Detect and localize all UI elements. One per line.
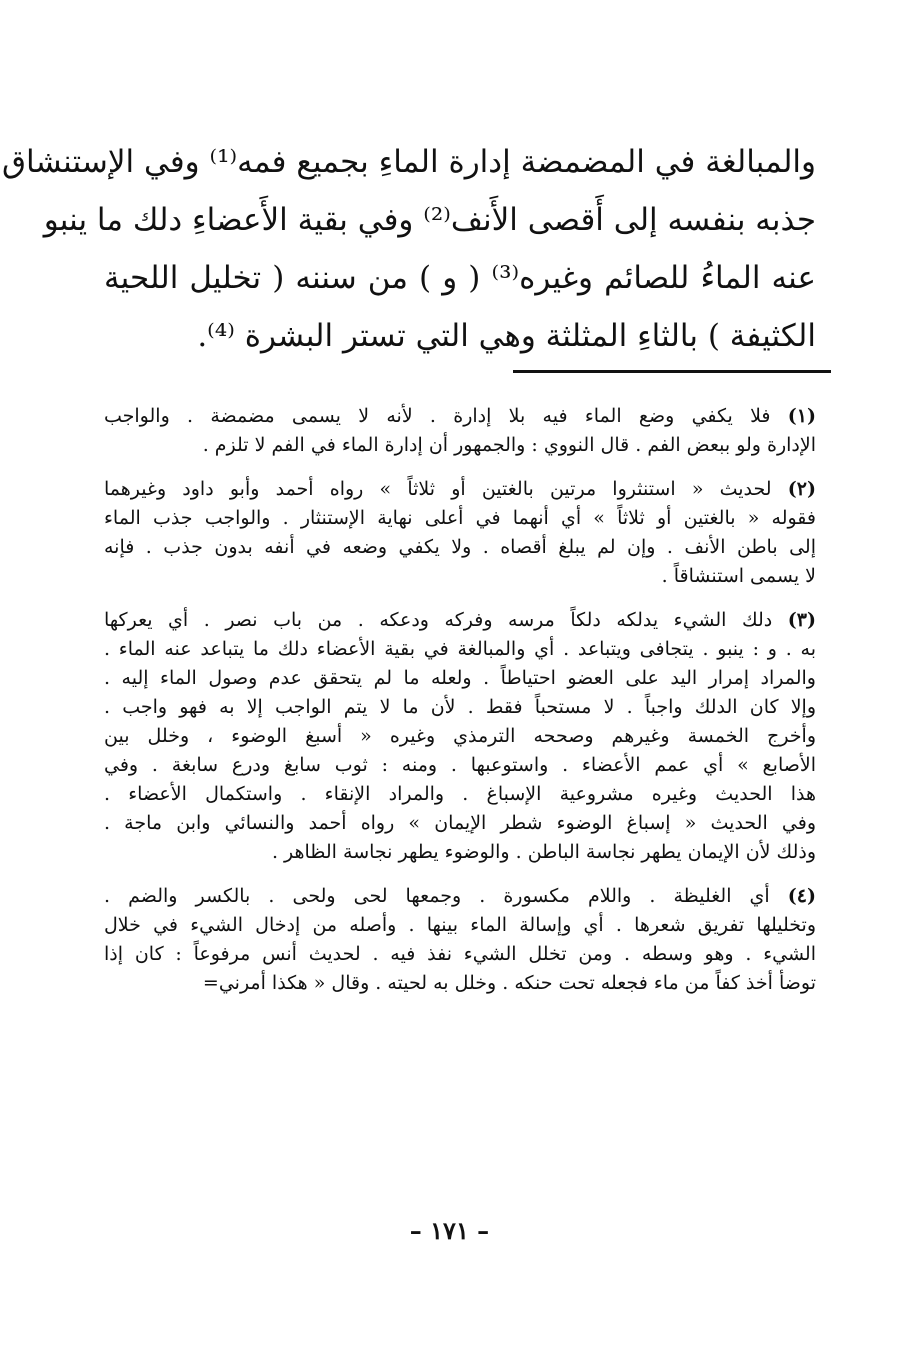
footnote-marker: (٢) <box>787 478 816 500</box>
footnote-line: به . و : ينبو . يتجافى ويتباعد . أي والمبالغة في بقية الأعضاء دلك ما يتباعد عنه الماء . <box>104 638 816 660</box>
footnote-line: توضأ أخذ كفاً من ماء فجعله تحت حنكه . وخلل به لحيته . وقال « هكذا أمرني= <box>202 972 816 994</box>
footnote-text: فلا يكفي وضع الماء فيه بلا إدارة . لأنه لا يسمى مضمضة . والواجب <box>104 405 771 427</box>
footnote-text: أي الغليظة . واللام مكسورة . وجمعها لحى ولحى . بالكسر والضم . <box>104 885 770 907</box>
footnote-line: وذلك لأن الإيمان يطهر نجاسة الباطن . والوضوء يطهر نجاسة الظاهر . <box>271 841 816 863</box>
footnote-3 <box>104 606 816 867</box>
footnote-line: وإلا كان الدلك واجباً . لا مستحباً فقط . لأن ما لا يتم الواجب إلا به فهو واجب . <box>104 696 816 718</box>
footnote-2 <box>104 475 816 591</box>
main-paragraph <box>2 133 817 365</box>
footnote-line: فقوله « بالغتين أو ثلاثاً » أي أنهما في أعلى نهاية الإستنثار . والواجب جذب الماء <box>104 507 816 529</box>
main-text-line: عنه الماءُ للصائم وغيره⁽³⁾ ( و ) من سننه ( تخليل اللحية <box>104 260 817 296</box>
footnote-line: الشيء . وهو وسطه . ومن تخلل الشيء نفذ فيه . لحديث أنس مرفوعاً : كان إذا <box>104 943 816 965</box>
footnote-line: هذا الحديث وغيره مشروعية الإسباغ . والمراد الإنقاء . واستكمال الأعضاء . <box>104 783 816 805</box>
footnote-marker: (١) <box>787 405 816 427</box>
footnote-marker: (٣) <box>787 609 816 631</box>
footnote-line: وفي الحديث « إسباغ الوضوء شطر الإيمان » رواه أحمد والنسائي وابن ماجة . <box>104 812 816 834</box>
footnote-line <box>104 475 816 504</box>
footnote-marker: (٤) <box>787 885 816 907</box>
footnote-line: وأخرج الخمسة وغيرهم وصححه الترمذي وغيره « أسبغ الوضوء ، وخلل بين <box>104 725 816 747</box>
footnote-line <box>104 606 816 635</box>
main-text-line: والمبالغة في المضمضة إدارة الماءِ بجميع فمه⁽¹⁾ وفي الإستنشاق <box>2 144 816 180</box>
main-text-line: جذبه بنفسه إلى أَقصى الأَنف⁽²⁾ وفي بقية الأَعضاءِ دلك ما ينبو <box>43 202 816 238</box>
footnote-line: والمراد إمرار اليد على العضو احتياطاً . ولعله ما لم يتحقق عدم وصول الماء إليه . <box>104 667 816 689</box>
footnote-divider <box>513 370 831 373</box>
main-text-block <box>2 133 817 365</box>
footnote-line <box>104 402 816 431</box>
footnote-line: الإدارة ولو ببعض الفم . قال النووي : والجمهور أن إدارة الماء في الفم لا تلزم . <box>202 434 816 456</box>
footnotes-section <box>104 402 816 1013</box>
footnote-line: الأصابع » أي عمم الأعضاء . واستوعبها . ومنه : ثوب سابغ ودرع سابغة . وفي <box>104 754 816 776</box>
footnote-line: وتخليلها تفريق شعرها . أي وإسالة الماء بينها . وأصله من إدخال الشيء في خلال <box>104 914 816 936</box>
footnote-line <box>104 882 816 911</box>
footnote-line: إلى باطن الأنف . وإن لم يبلغ أقصاه . ولا يكفي وضعه في أنفه بدون جذب . فإنه <box>104 536 816 558</box>
footnote-line: لا يسمى استنشاقاً . <box>661 565 816 587</box>
page-number: – ١٧١ – <box>409 1216 490 1245</box>
footnote-4 <box>104 882 816 998</box>
footnote-1 <box>104 402 816 460</box>
footnote-text: دلك الشيء يدلكه دلكاً مرسه وفركه ودعكه . من باب نصر . أي يعركها <box>104 609 773 631</box>
footnote-text: لحديث « استنثروا مرتين بالغتين أو ثلاثاً » رواه أحمد وأبو داود وغيرهما <box>104 478 772 500</box>
main-text-line: الكثيفة ) بالثاءِ المثلثة وهي التي تستر البشرة ⁽⁴⁾. <box>197 318 816 354</box>
